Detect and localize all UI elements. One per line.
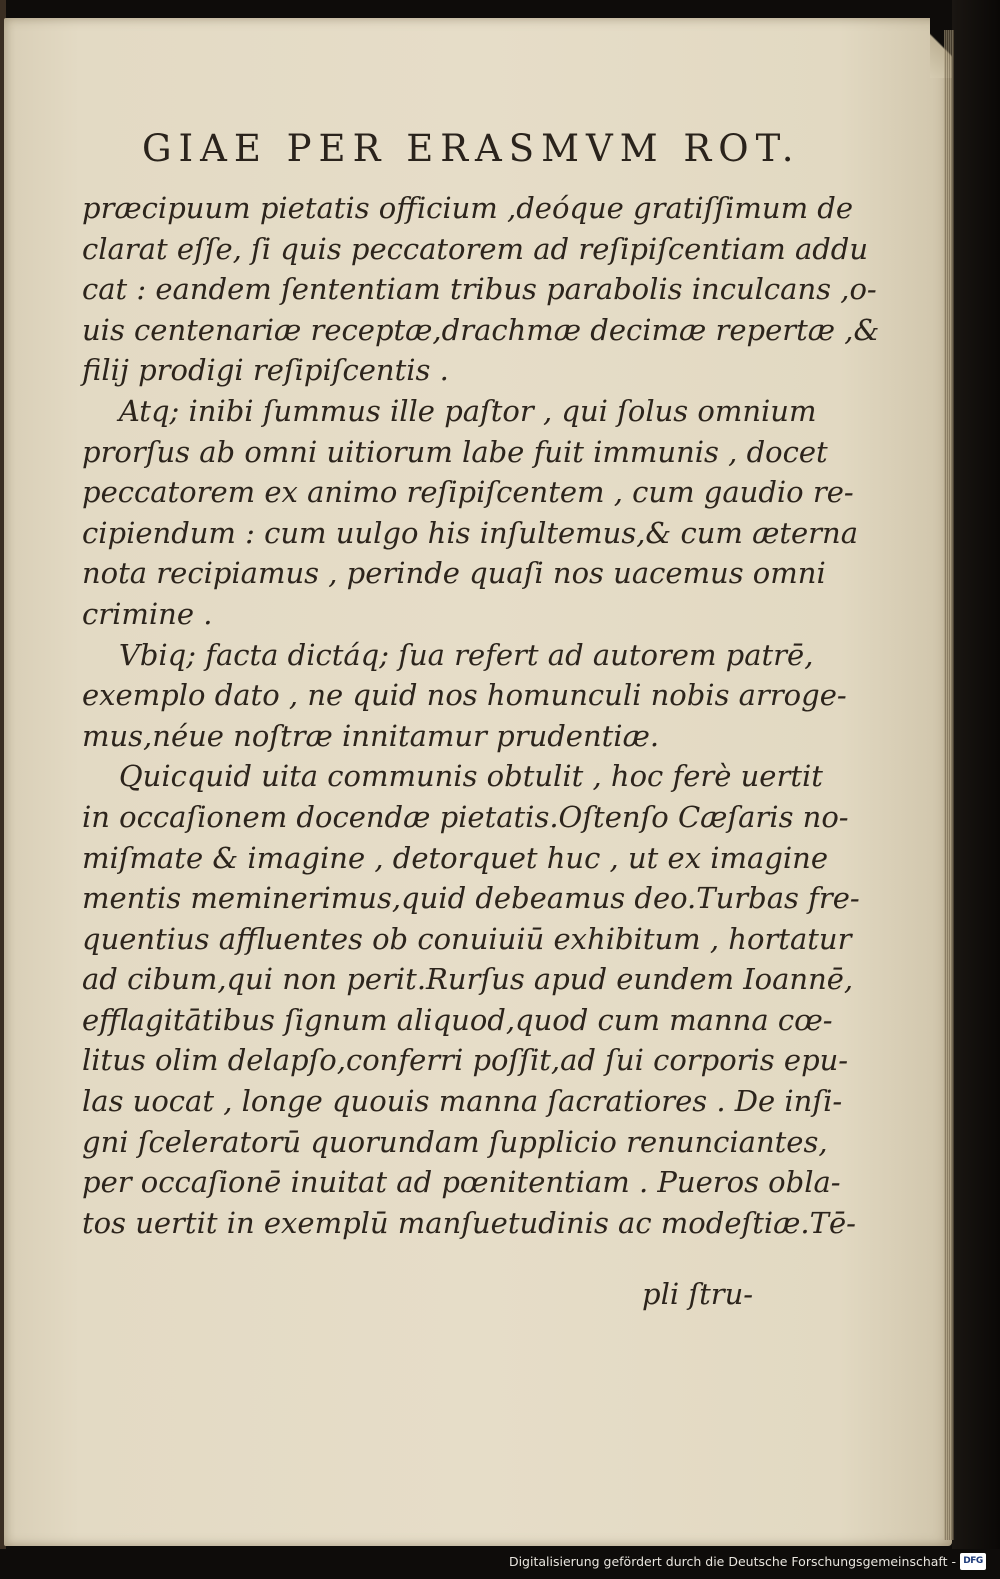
running-head: GIAE PER ERASMVM ROT.: [142, 127, 801, 170]
text-line: cipiendum : cum uulgo his inſultemus,& cum æterna: [82, 515, 859, 550]
page-edges: [944, 30, 954, 1540]
text-line: Quicquid uita communis obtulit , hoc ferè uertit: [82, 759, 823, 794]
body-text: [82, 188, 880, 1243]
text-line: quentius affluentes ob conuiuiū exhibitum , hortatur: [82, 921, 852, 956]
text-line: efflagitātibus ſignum aliquod,quod cum manna cœ-: [82, 1002, 833, 1037]
text-line: litus olim delapſo,conferri poſſit,ad ſui corporis epu-: [82, 1043, 849, 1078]
text-line: peccatorem ex animo reſipiſcentem , cum gaudio re-: [82, 475, 854, 510]
text-line: uis centenariæ receptæ,drachmæ decimæ repertæ ,&: [82, 312, 880, 347]
text-line: ad cibum,qui non perit.Rurſus apud eundem Ioannē,: [82, 962, 854, 997]
dfg-logo: DFG: [960, 1553, 986, 1570]
text-line: las uocat , longe quouis manna ſacratiores . De inſi-: [82, 1084, 843, 1119]
text-line: Atq; inibi ſummus ille paſtor , qui ſolus omnium: [82, 393, 817, 428]
text-line: mus,néue noſtræ innitamur prudentiæ.: [82, 718, 660, 753]
funding-note: Digitalisierung gefördert durch die Deutsche Forschungsgemeinschaft -: [508, 1554, 956, 1569]
text-line: filij prodigi reſipiſcentis .: [82, 353, 449, 388]
text-line: nota recipiamus , perinde quaſi nos uacemus omni: [82, 556, 826, 591]
text-line: gni ſceleratorū quorundam ſupplicio renunciantes,: [82, 1124, 828, 1159]
scan-background-right: [952, 0, 1000, 1579]
text-line: per occaſionē inuitat ad pœnitentiam . Pueros obla-: [82, 1165, 841, 1200]
text-line: mentis meminerimus,quid debeamus deo.Turbas fre-: [82, 881, 860, 916]
text-line: clarat eſſe, ſi quis peccatorem ad reſipiſcentiam addu: [82, 231, 869, 266]
text-line: crimine .: [82, 596, 213, 631]
text-line: exemplo dato , ne quid nos homunculi nobis arroge-: [82, 678, 847, 713]
text-line: Vbiq; facta dictáq; ſua refert ad autorem patrē,: [82, 637, 814, 672]
text-line: cat : eandem ſententiam tribus parabolis inculcans ,o-: [82, 272, 877, 307]
text-line: tos uertit in exemplū manſuetudinis ac modeſtiæ.Tē-: [82, 1205, 856, 1240]
text-line: præcipuum pietatis officium ,deóque gratiſſimum de: [82, 191, 854, 225]
text-line: prorſus ab omni uitiorum labe fuit immunis , docet: [82, 434, 828, 469]
text-line: in occaſionem docendæ pietatis.Oſtenſo Cæſaris no-: [82, 799, 849, 834]
catchword: pli ſtru-: [642, 1277, 754, 1311]
text-line: miſmate & imagine , detorquet huc , ut ex imagine: [82, 840, 829, 875]
